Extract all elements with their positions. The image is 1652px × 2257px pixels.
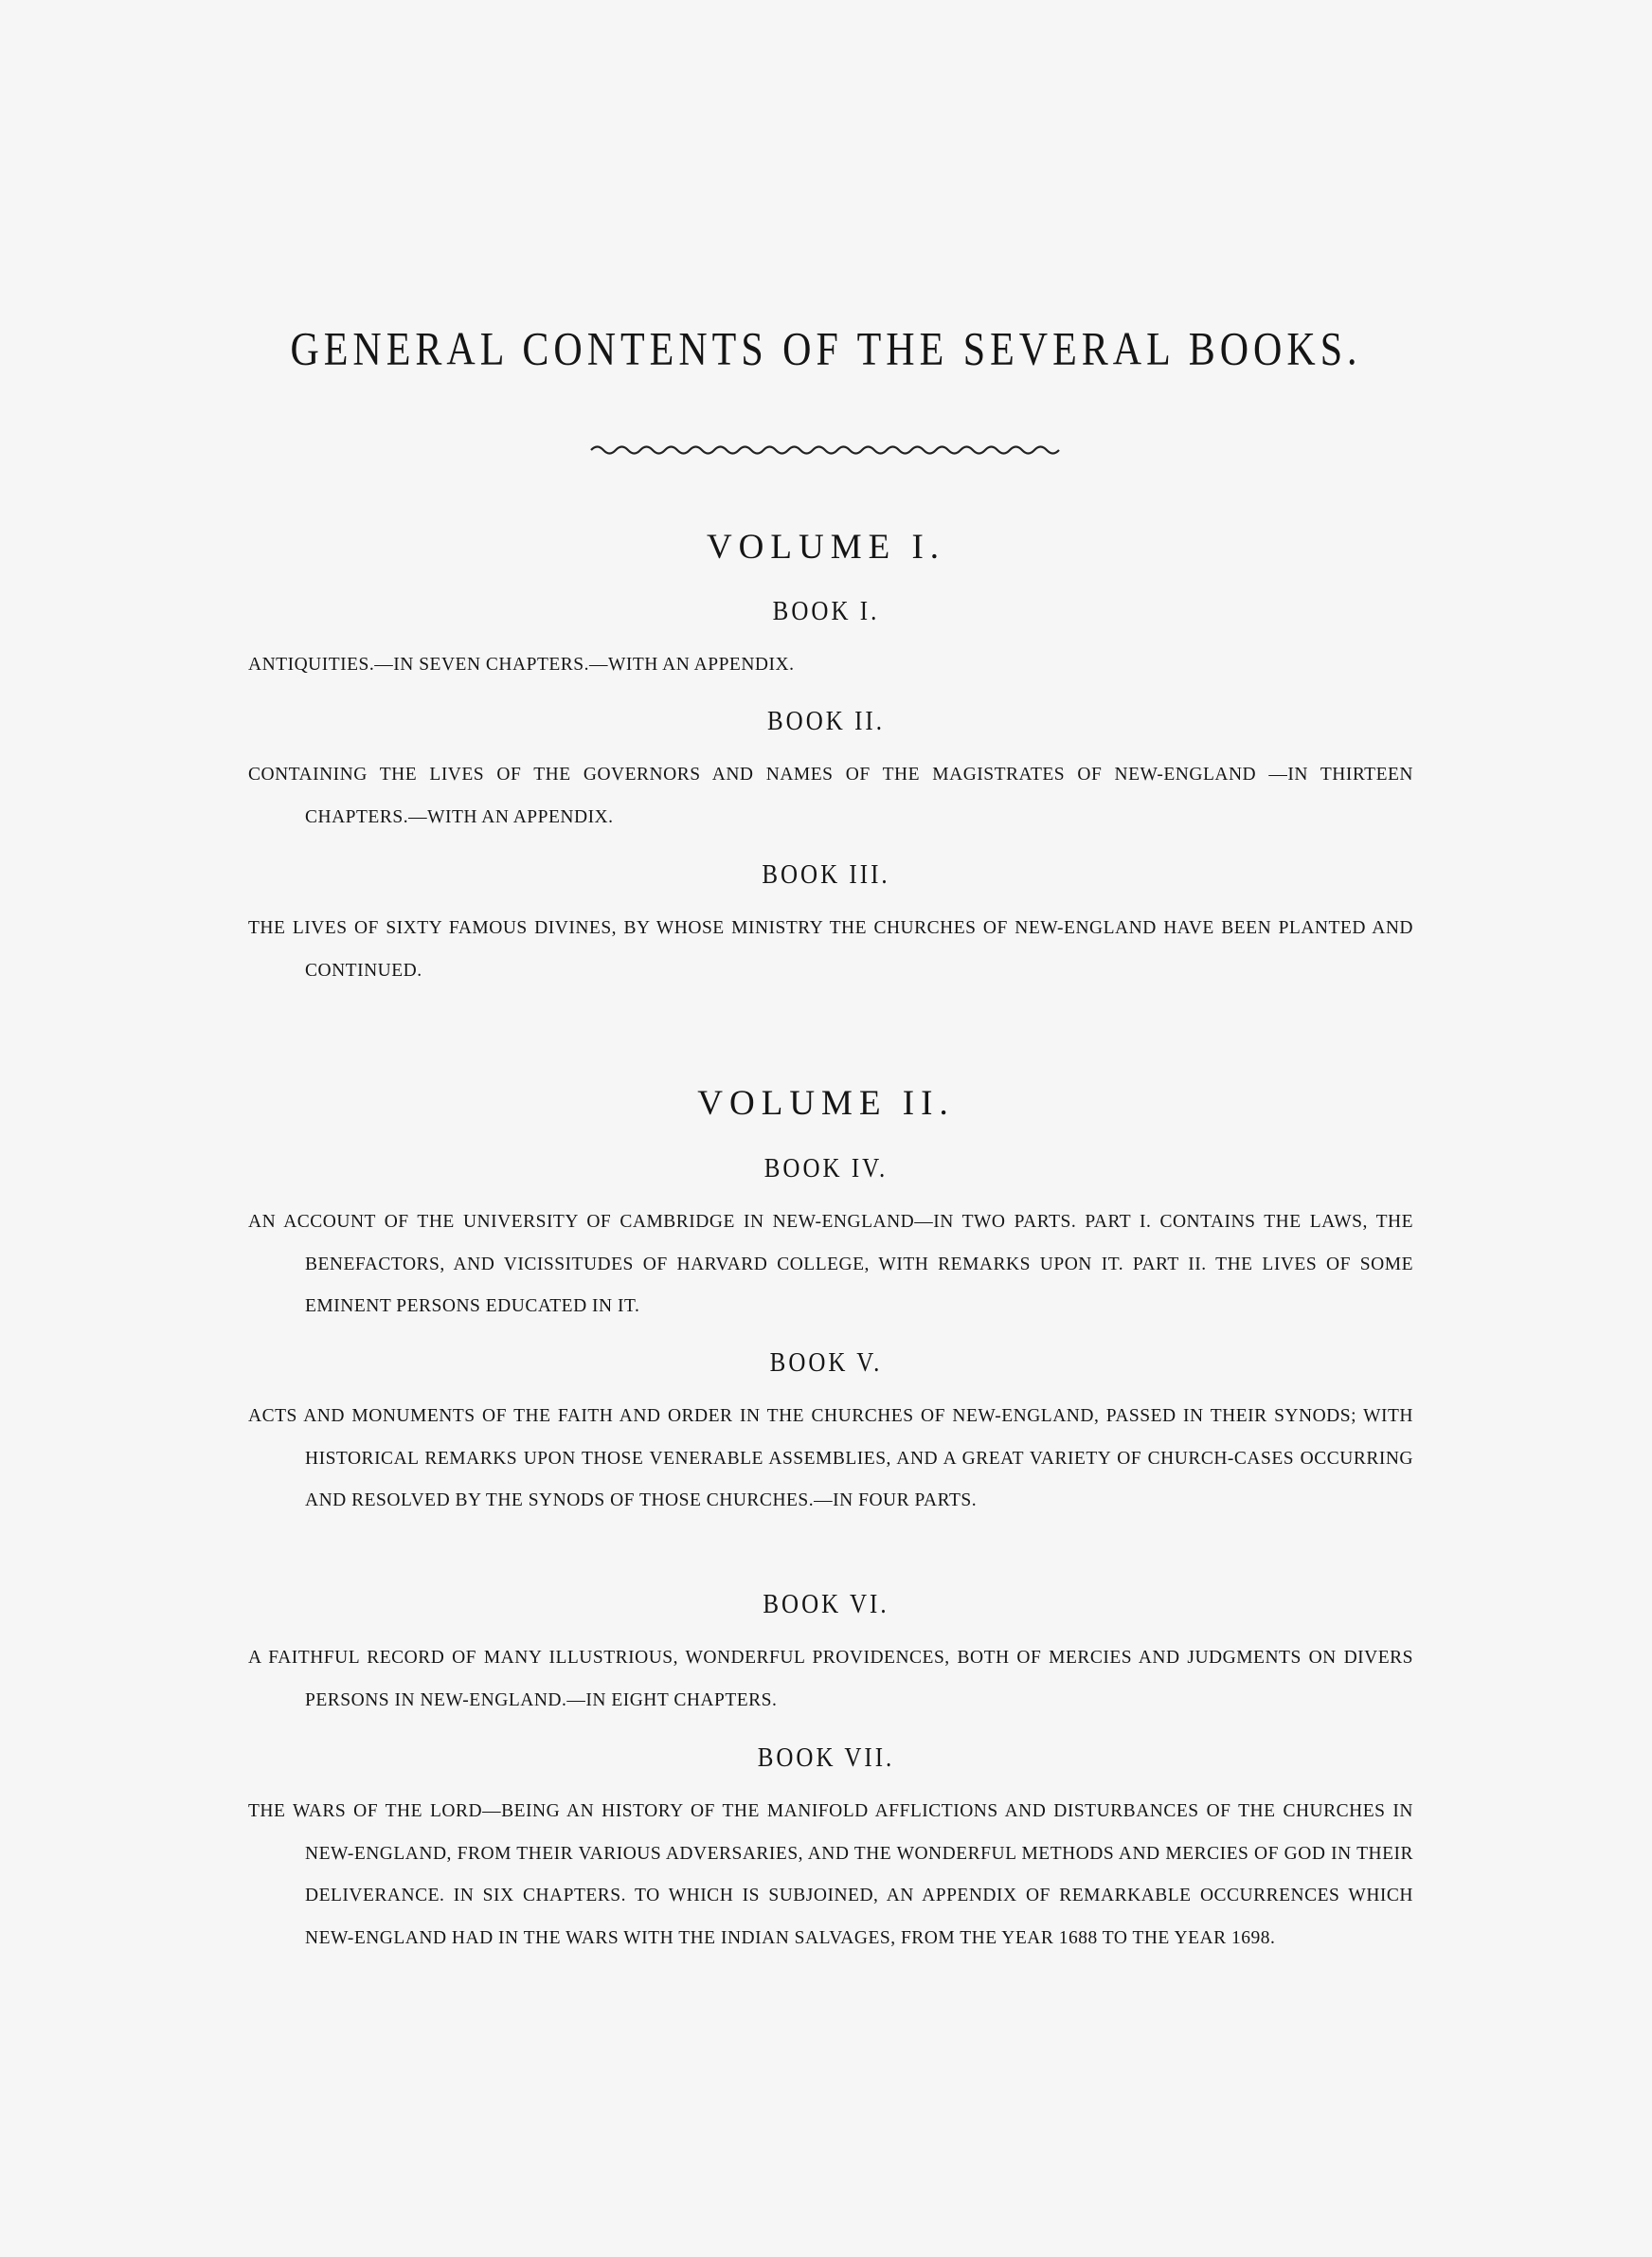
book-3-description: THE LIVES OF SIXTY FAMOUS DIVINES, BY WHOSE MINISTRY THE CHURCHES OF NEW-ENGLAND HAVE BEEN PLANTED AND CONTINUED. [248,918,1413,981]
book-6-heading: BOOK VI. [763,1590,889,1619]
book-5-description: ACTS AND MONUMENTS OF THE FAITH AND ORDER IN THE CHURCHES OF NEW-ENGLAND, PASSED IN THEIR SYNODS; WITH HISTORICAL REMARKS UPON THOSE VENERABLE ASSEMBLIES, AND A GREAT VARIETY OF CHURCH-CASES OCCURRING AND RESOLVED BY THE SYNODS OF THOSE CHURCHES.—IN FOUR PARTS. [248,1406,1413,1510]
book-6-description: A FAITHFUL RECORD OF MANY ILLUSTRIOUS, WONDERFUL PROVIDENCES, BOTH OF MERCIES AND JUDGMENTS ON DIVERS PERSONS IN NEW-ENGLAND.—IN EIGHT CHAPTERS. [248,1648,1413,1710]
page-title: GENERAL CONTENTS OF THE SEVERAL BOOKS. [290,323,1362,376]
book-2-description: CONTAINING THE LIVES OF THE GOVERNORS AND NAMES OF THE MAGISTRATES OF NEW-ENGLAND —IN THIRTEEN CHAPTERS.—WITH AN APPENDIX. [248,765,1413,827]
book-1-heading: BOOK I. [772,597,880,626]
book-3-heading: BOOK III. [762,860,890,890]
decorative-wavy-rule [589,441,1063,460]
book-7-description: THE WARS OF THE LORD—BEING AN HISTORY OF THE MANIFOLD AFFLICTIONS AND DISTURBANCES OF THE CHURCHES IN NEW-ENGLAND, FROM THEIR VARIOUS ADVERSARIES, AND THE WONDERFUL METHODS AND MERCIES OF GOD IN THEIR DELIVERANCE. IN SIX CHAPTERS. TO WHICH IS SUBJOINED, AN APPENDIX OF REMARKABLE OCCURRENCES WHICH NEW-ENGLAND HAD IN THE WARS WITH THE INDIAN SALVAGES, FROM THE YEAR 1688 TO THE YEAR 1698. [248,1801,1413,1948]
book-2-heading: BOOK II. [767,707,885,736]
volume-1-heading: VOLUME I. [706,528,946,567]
book-1-description: ANTIQUITIES.—IN SEVEN CHAPTERS.—WITH AN APPENDIX. [248,655,795,675]
book-4-description: AN ACCOUNT OF THE UNIVERSITY OF CAMBRIDGE IN NEW-ENGLAND—IN TWO PARTS. PART I. CONTAINS THE LAWS, THE BENEFACTORS, AND VICISSITUDES OF HARVARD COLLEGE, WITH REMARKS UPON IT. PART II. THE LIVES OF SOME EMINENT PERSONS EDUCATED IN IT. [248,1212,1413,1316]
book-4-heading: BOOK IV. [763,1154,889,1183]
volume-2-heading: VOLUME II. [697,1084,955,1123]
book-7-heading: BOOK VII. [757,1743,895,1773]
book-5-heading: BOOK V. [769,1348,883,1378]
